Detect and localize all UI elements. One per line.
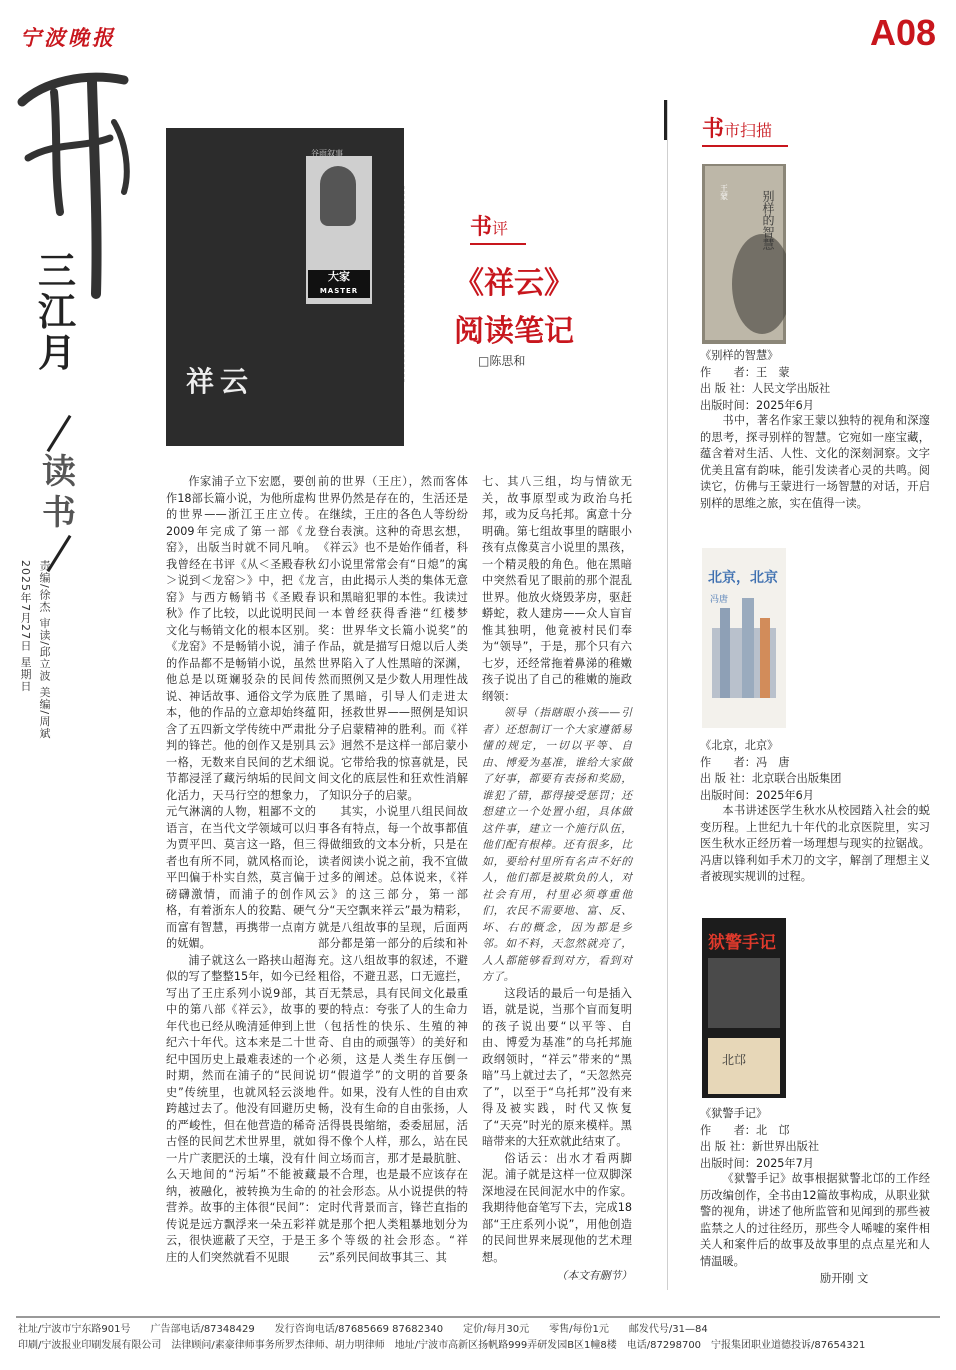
book-author-row xyxy=(700,365,930,382)
master-label-cn: 大家 xyxy=(328,270,350,283)
paragraph: 作家浦子立下宏愿，要创作18部长篇小说，为他所虚构的世界——浙江王庄立传。2009年完成了第一部《龙窑》，出版当时就不同凡响。我曾经在书评《从＜圣殿春秋＞说到＜龙窑＞》中，把《龙窑》与西方畅销书《圣殿春秋》作了比较，以此说明民间文化与畅销文化的根本区别。《龙窑》不是畅销小说，浦子的作品都不是畅销小说，虽然他总是以斑斓驳杂的民间传说、神话故事、通俗文学为底本，他的作品的立意却始终蕴含了五四新文学传统中严肃批判的锋芒。他的创作又是别具一格，无数来自民间的艺术细节都浸淫了藏污纳垢的民间文化活力，天马行空的想象力，元气淋漓的人物，粗鄙不文的语言，在当代文学领域可以归为贾平凹、莫言这一路，但三者也有所不同，就风格而论，平凹偏于朴实自然，莫言偏于磅礴激情，而浦子的创作风格，有着浙东人的狡黠、硬气而富有智慧，再携带一点南方的妩媚。 xyxy=(166,475,316,950)
tag-underline xyxy=(702,145,788,147)
book-publisher-row xyxy=(700,381,930,398)
date-label: 出版时间： xyxy=(700,788,756,802)
book-title: 《狱警手记》 xyxy=(700,1107,768,1120)
author-label: 作 者： xyxy=(700,365,756,379)
article-author: □陈思和 xyxy=(478,354,526,368)
author-label: 作 者： xyxy=(700,755,756,769)
book-description xyxy=(700,413,930,512)
date-label: 出版时间： xyxy=(700,398,756,412)
paragraph: 俗话云：出水才看两脚泥。浦子就是这样一位双脚深深地浸在民间泥水中的作家。我期待他奋笔写下去，完成18部“王庄系列小说”，用他创造的民间世界来展现他的艺术理想。 xyxy=(482,1151,632,1264)
book-scan-tag xyxy=(702,112,788,147)
book-publisher-row xyxy=(700,1139,930,1156)
paragraph: 这段话的最后一句是插入语，就是说，当那个盲而复明的孩子说出要“以平等、自由、博爱为基准”的乌托邦施政纲领时，“祥云”带来的“黑暗”马上就过去了，“天忽然亮了”，以至于“乌托邦”没有来得及被实践，时代又恢复了“天亮”时光的原来模样。黑暗带来的大狂欢就此结束了。 xyxy=(482,986,632,1148)
book-author: 冯 唐 xyxy=(755,755,790,769)
book-title: 《北京，北京》 xyxy=(700,739,779,752)
book-cover-image xyxy=(702,918,786,1098)
paragraph: 浦子就这么一路挟山超海似的写了整整15年，如今已经写出了王庄系列小说9部，其中的第八部《祥云》，故事的年代也已经从晚清延伸到上世纪六十年代。这本来是二十世纪中国历史上最难表述的一个时期，然而在浦子的“民间说史”传统里，也就风轻云淡地跨越过去了。他没有回避历史的严峻性，但在他营造的稀奇古怪的民间艺术世界里，就如一片广袤肥沃的土壤，没有什么天地间的“污垢”不能被藏纳，被融化，被转换为生命的营养。故事的主体很“民间”：传说是远方飘浮来一朵五彩祥云，很快遮蔽了天空，于是王庄的人们突然就看不见眼 xyxy=(166,953,316,1264)
footer-line-1: 社址/宁波市宁东路901号 广告部电话/87348429 发行咨询电话/87685669 87682340 定价/每月30元 零售/每份1元 邮发代号/31—84 xyxy=(18,1324,708,1335)
title-divider xyxy=(47,415,72,452)
cover-title-text: 狱警手记 xyxy=(708,933,776,953)
book-description xyxy=(700,803,930,886)
book-info xyxy=(700,348,930,414)
article-column-1 xyxy=(166,474,316,1266)
column-rule-accent xyxy=(664,100,667,140)
paragraph: 前的世界（王庄），然而客体世界仍然是存在的，生活还是在继续，王庄的各色人等纷纷登台表演。这种的奇思玄想，《祥云》也不是始作俑者，科幻小说里常常会有“日熄”的寓言，由此揭示人类的集体无意识和黑暗犯罪的本性。我读过一本曾经获得香港“红楼梦奖：世界华文长篇小说奖”的作品，就是描写日熄以后人类世界陷入了人性黑暗的深渊，然而照例又是少数人用理性战胜了黑暗，引导人们走进太阳，拯救世界——照例是知识分子启蒙精神的胜利。而《祥云》迥然不是这样一部启蒙小说。它带给我的惊喜就是，民间文化的底层性和狂欢性消解了知识分子的启蒙。 xyxy=(318,475,468,802)
book-publisher: 新世界出版社 xyxy=(751,1140,820,1153)
paragraph: 其实，小说里八组民间故事各有特点，每一个故事都值得做细致的文本分析，只是在读者阅读小说之前，我不宜做过多的阐述。总体说来，《祥云》的这三部分，第一部分“天空飘来祥云”最为精彩，就是八组故事的呈现，后面两部分都是第一部分的后续和补充。这八组故事的叙述，不避粗俗，不避丑恶，口无遮拦，百无禁忌，具有民间文化最重要的特点：夸张了人的生命力（包括性的快乐、生殖的神奇、自由的顽强等）的美好和必须，这是人类生存压倒一切“假道学”的文明的首要条件。如果，没有人性的自由欢畅，没有生命的自由张扬，人活得畏畏缩缩，委委屈屈，活得不像个人样，那么，站在民间立场而言，那才是最肮脏、最不合理，也是最不应该存在的社会形态。从小说提供的特定时代背景而言，锋芒直指的就是那个把人类粗暴地划分为多个等级的社会形态。“祥云”系列民间故事其三、其 xyxy=(318,805,468,1264)
author-portrait xyxy=(320,166,356,226)
paragraph: 《狱警手记》故事根据狱警北邙的工作经历改编创作，全书由12篇故事构成，从职业狱警的视角，讲述了他所监管和见闻到的那些被监禁之人的过往经历，那些令人唏嘘的案件相关人和案件后的故事及故事里的点点星光和人情温暖。 xyxy=(700,1172,930,1268)
book-date-row xyxy=(700,1156,930,1173)
paragraph: 书中，著名作家王蒙以独特的视角和深邃的思考，探寻别样的智慧。它宛如一座宝藏，蕴含着对生活、人性、文化的深刻洞察。文字优美且富有韵味，能引发读者心灵的共鸣。阅读它，仿佛与王蒙进行一场智慧的对话，开启别样的思维之旅，实在值得一读。 xyxy=(700,414,930,510)
book-scan-tag-main: 书 xyxy=(702,116,725,142)
review-tag-main: 书 xyxy=(470,214,493,240)
review-tag xyxy=(470,210,526,245)
book-cover-photo xyxy=(166,128,404,446)
publisher-label: 出 版 社： xyxy=(700,382,752,395)
book-cover-image xyxy=(702,164,786,344)
book-publisher: 北京联合出版集团 xyxy=(751,772,842,785)
cover-title-text: 北京，北京 xyxy=(708,570,778,586)
book-info xyxy=(700,738,930,804)
book-date-row xyxy=(700,398,930,415)
cover-author-text: 王蒙 xyxy=(719,184,729,200)
book-date: 2025年6月 xyxy=(755,788,814,802)
quotation: 领导（指瞎眼小孩——引者）还想制订一个大家遵循易懂的规定，一切以平等、自由、博爱为基准，谁给大家做了好事，都要有表扬和奖励，谁犯了错，都得接受惩罚；还想建立一个处置小组，具体做这件事，建立一个施行队伍，他们配有根棒。还有很多，比如，要给村里所有名声不好的人，他们都是被欺负的人，对社会有用，村里必须尊重他们，农民不需要地、富、反、坏、右的概念，因为都是乡邻。如不料，天忽然就亮了，人人都能够看到对方，看到对方了。 xyxy=(482,706,632,983)
article-title-line2: 阅读笔记 xyxy=(454,314,574,349)
cover-title-text: 别样的智慧 xyxy=(761,190,775,250)
paragraph: 七、其八三组，均与情欲无关，故事原型或为政治乌托邦，或为反乌托邦。寓意十分明确。第七组故事里的瞎眼小孩有点像莫言小说里的黑孩，一个精灵般的角色。他在黑暗中突然看见了眼前的那个混乱世界。他放火烧毁茅房，驱赶蟒蛇，救人建房——众人盲盲惟其独明，他竟被村民们奉为“领导”，于是，那个只有六七岁，还经常拖着鼻涕的稚嫩孩子说出了自己的稚嫩的施政纲领： xyxy=(482,475,632,703)
book-date: 2025年6月 xyxy=(755,398,814,412)
cover-author-text: 冯唐 xyxy=(710,595,729,605)
book-info xyxy=(700,1106,930,1172)
cover-publisher: 谷雨叙事 xyxy=(311,149,343,158)
book-date-row xyxy=(700,788,930,805)
book-publisher-row xyxy=(700,771,930,788)
book-author: 北 邙 xyxy=(755,1123,790,1137)
publisher-label: 出 版 社： xyxy=(700,1140,752,1153)
issue-date: 2025年7月27日 星期日 xyxy=(19,560,32,693)
footer-rule xyxy=(16,1316,940,1318)
column-title: 三江月 xyxy=(38,248,77,376)
book-date: 2025年7月 xyxy=(755,1156,814,1170)
paragraph: 本书讲述医学生秋水从校园踏入社会的蜕变历程。上世纪九十年代的北京医院里，实习医生秋水正经历着一场理想与现实的拉锯战。冯唐以锋利如手术刀的文字，解剖了理想主义者被现实规训的过程。 xyxy=(700,804,930,883)
article-column-3 xyxy=(482,474,632,1285)
section-title: 读书 xyxy=(42,452,76,533)
editor-credits: 责编/徐杰 审读/邱立波 美编/周斌 xyxy=(38,560,51,740)
cover-title: 祥云 xyxy=(186,365,255,398)
column-rule xyxy=(667,100,668,1290)
book-author-row xyxy=(700,755,930,772)
book-cover-image xyxy=(702,548,786,728)
book-description xyxy=(700,1171,930,1270)
footer-line-2: 印刷/宁波报业印刷发展有限公司 法律顾问/素豪律师事务所罗杰律师、胡力明律师 地址/宁波市高新区扬帆路999弄研发园B区1幢8楼 电话/87298700 宁报集团职业道德投诉/87654321 xyxy=(18,1340,866,1351)
master-label xyxy=(308,270,370,298)
sidebar-signature: 励开刚 文 xyxy=(820,1272,869,1285)
book-scan-tag-sub: 市扫描 xyxy=(724,121,773,140)
article-column-2 xyxy=(318,474,468,1266)
book-title: 《别样的智慧》 xyxy=(700,349,779,362)
author-label: 作 者： xyxy=(700,1123,756,1137)
review-tag-sub: 评 xyxy=(492,219,509,238)
tag-underline xyxy=(470,243,526,245)
page-number: A08 xyxy=(869,12,936,53)
date-label: 出版时间： xyxy=(700,1156,756,1170)
newspaper-name: 宁波晚报 xyxy=(20,25,116,50)
article-title-line1: 《祥云》 xyxy=(454,266,574,301)
abridged-note: （本文有删节） xyxy=(556,1269,632,1282)
book-author-row xyxy=(700,1123,930,1140)
cover-author-text: 北邙 xyxy=(722,1053,747,1067)
book-publisher: 人民文学出版社 xyxy=(751,382,831,395)
publisher-label: 出 版 社： xyxy=(700,772,752,785)
master-label-en: MASTER xyxy=(319,287,359,295)
book-author: 王 蒙 xyxy=(755,365,790,379)
